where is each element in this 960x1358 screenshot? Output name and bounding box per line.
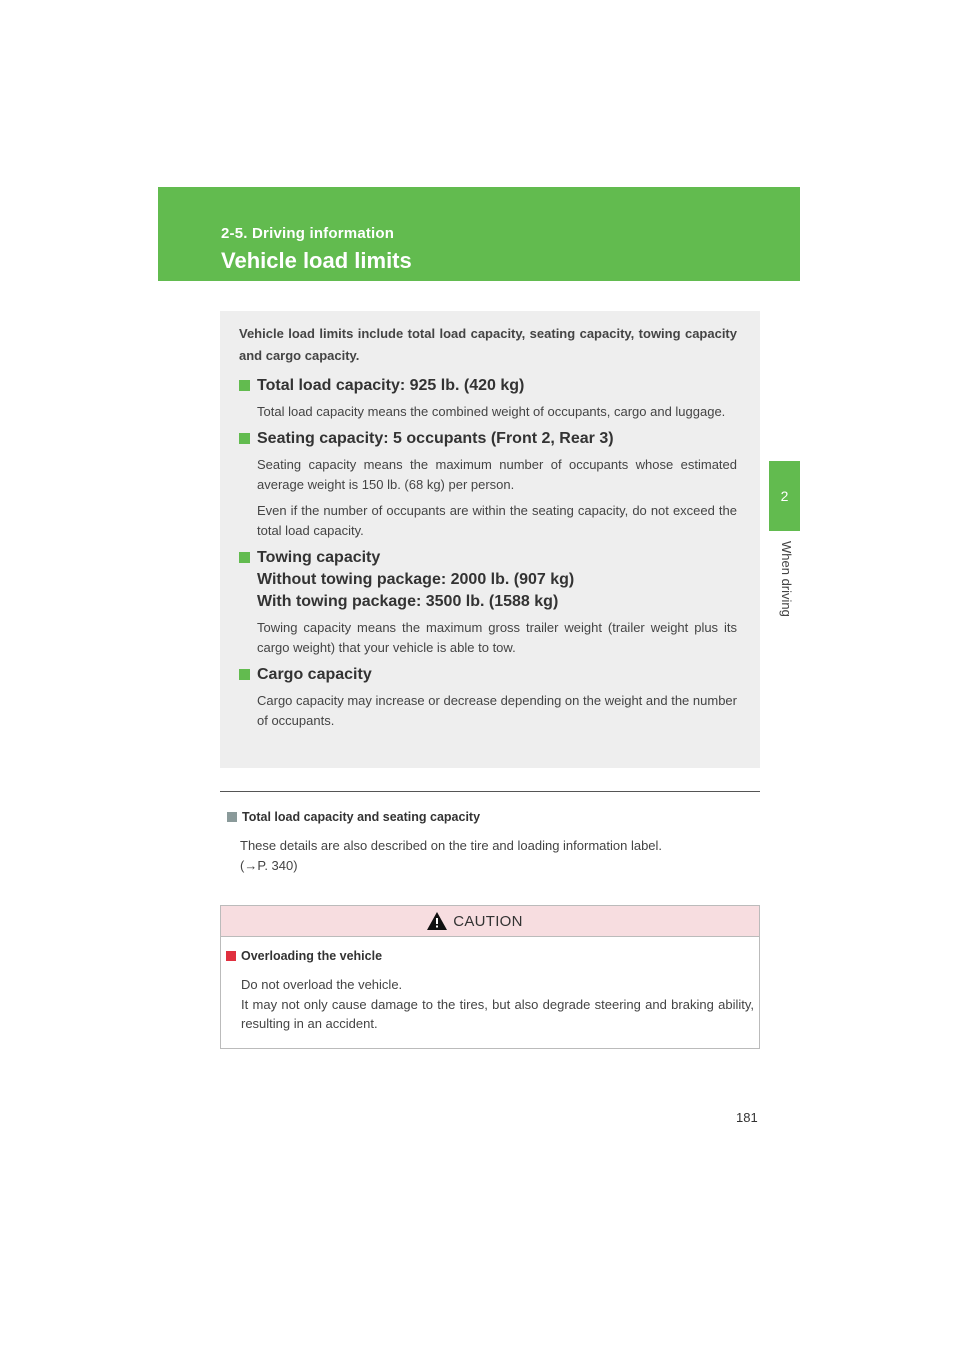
caution-text [241,975,754,1034]
item-text: Cargo capacity may increase or decrease depending on the weight and the number of occupants. [257,693,737,728]
chapter-tab-label: When driving [779,541,794,617]
item-text: Total load capacity means the combined weight of occupants, cargo and luggage. [257,404,726,419]
page-reference-link[interactable]: (→P. 340) [240,858,298,873]
item-seating [239,428,737,541]
intro-text: Vehicle load limits include total load capacity, seating capacity, towing capacity and cargo capacity. [239,326,737,363]
item-text: Towing capacity means the maximum gross trailer weight (trailer weight plus its cargo weight) that your vehicle is able to tow. [257,620,737,655]
square-bullet-icon [239,433,250,444]
item-text: Seating capacity means the maximum number of occupants whose estimated average weight is 150 lb. (68 kg) per person. [257,457,737,492]
square-bullet-icon [239,380,250,391]
caution-title: CAUTION [453,912,523,930]
square-bullet-icon [239,552,250,563]
warning-icon [427,912,447,930]
load-limits-infobox [220,311,760,768]
item-title: Towing capacity [257,549,381,566]
item-towing [239,547,737,658]
item-title: Seating capacity: 5 occupants (Front 2, Rear 3) [257,430,614,447]
note-title-text: Total load capacity and seating capacity [242,810,481,824]
item-cargo [239,664,737,731]
caution-header [221,906,759,937]
chapter-tab: 2 [769,461,800,531]
item-title-line: With towing package: 3500 lb. (1588 kg) [257,593,559,610]
item-title: Cargo capacity [257,666,372,683]
divider [220,791,760,792]
section-label: 2-5. Driving information [221,225,395,242]
chapter-header [158,187,800,281]
caution-line: It may not only cause damage to the tires, but also degrade steering and braking ability, resulting in an accident. [241,996,754,1031]
caution-subtitle [226,949,382,963]
square-bullet-icon [239,669,250,680]
note-line: These details are also described on the tire and loading information label. [240,838,663,853]
item-title: Total load capacity: 925 lb. (420 kg) [257,377,525,394]
note-title [227,810,480,824]
square-bullet-icon [226,951,236,961]
item-title-line: Without towing package: 2000 lb. (907 kg) [257,571,575,588]
item-total-load [239,375,737,422]
square-bullet-icon [227,812,237,822]
note-text [240,836,760,876]
item-text: Even if the number of occupants are within the seating capacity, do not exceed the total load capacity. [257,503,737,538]
caution-subtitle-text: Overloading the vehicle [241,949,383,963]
caution-line: Do not overload the vehicle. [241,977,403,992]
page-title: Vehicle load limits [221,248,412,273]
caution-box [220,905,760,1049]
page-number: 181 [736,1110,758,1125]
